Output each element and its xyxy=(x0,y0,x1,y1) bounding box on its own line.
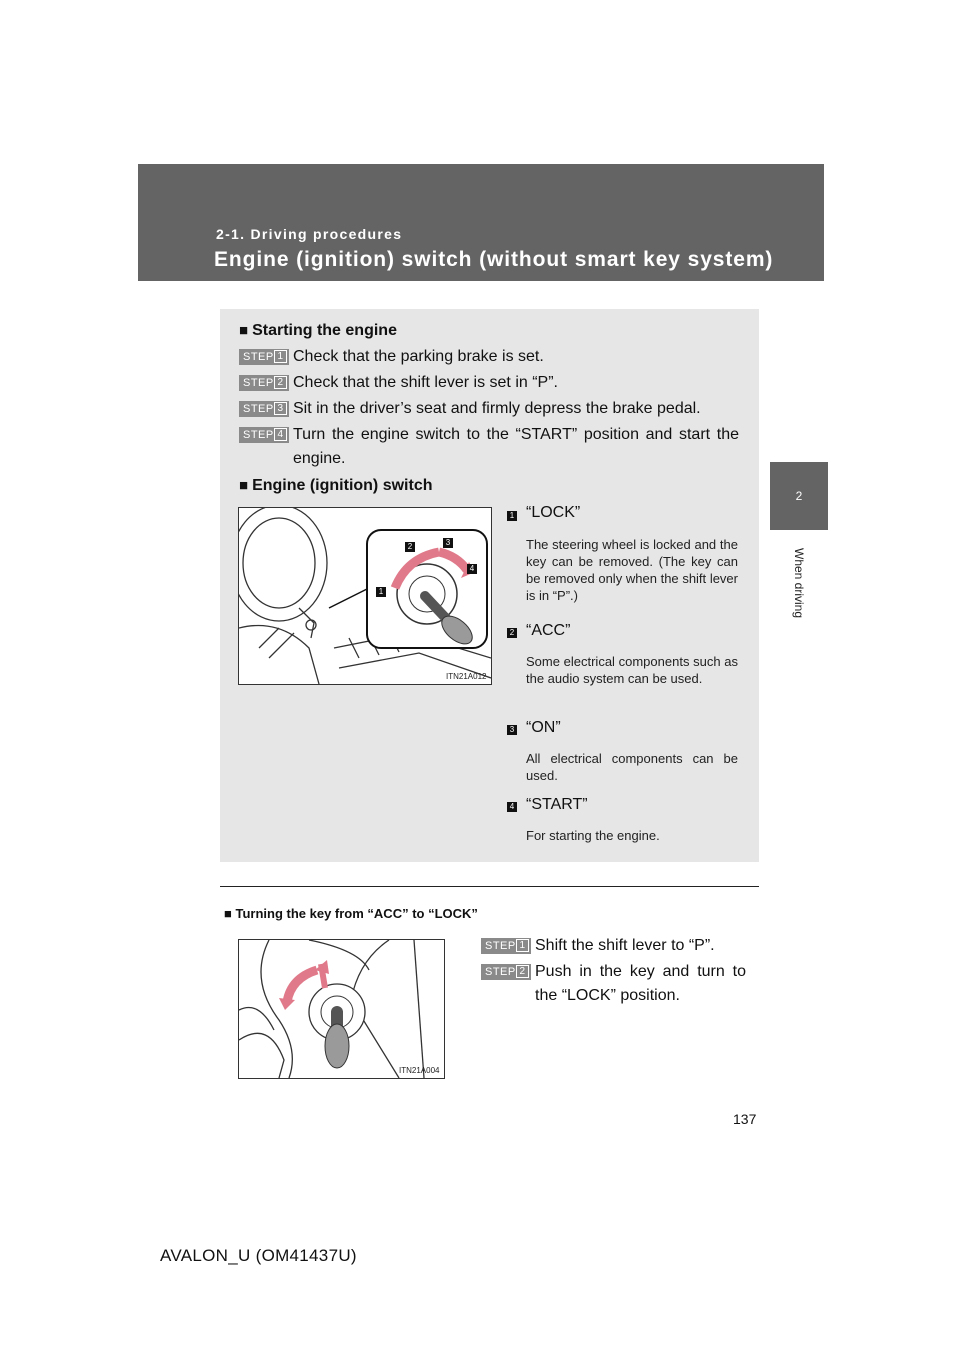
figure-marker: 1 xyxy=(376,587,386,597)
item-title: “ACC” xyxy=(526,622,571,639)
step-badge: STEP 3 xyxy=(239,401,289,417)
step-text: Push in the key and turn to the “LOCK” position. xyxy=(535,963,746,1004)
square-bullet-icon: ■ xyxy=(239,477,249,494)
item-description: Some electrical components such as the audio system can be used. xyxy=(526,654,738,686)
item-title: “START” xyxy=(526,796,588,813)
section-label: 2-1. Driving procedures xyxy=(216,226,403,242)
step-text: Shift the shift lever to “P”. xyxy=(535,937,715,954)
figure-marker: 4 xyxy=(467,564,477,574)
item-description: All electrical components can be used. xyxy=(526,751,738,783)
step-text: Turn the engine switch to the “START” position and start the engine. xyxy=(293,426,739,467)
step-item xyxy=(239,345,739,369)
page-title: Engine (ignition) switch (without smart key system) xyxy=(214,248,774,271)
figure-marker: 2 xyxy=(405,542,415,552)
item-number-marker: 1 xyxy=(507,511,517,521)
step-item xyxy=(481,960,746,1008)
ignition-switch-figure xyxy=(238,507,492,685)
ignition-switch-illustration xyxy=(239,508,491,684)
chapter-label xyxy=(768,548,828,638)
square-bullet-icon: ■ xyxy=(239,322,249,339)
square-bullet-icon: ■ xyxy=(224,906,232,921)
item-number-marker: 2 xyxy=(507,628,517,638)
step-badge: STEP 4 xyxy=(239,427,289,443)
step-item xyxy=(481,934,746,958)
turning-heading: ■ Turning the key from “ACC” to “LOCK” xyxy=(224,906,478,921)
step-badge: STEP 1 xyxy=(239,349,289,365)
section-divider xyxy=(220,886,759,887)
step-text: Check that the shift lever is set in “P”. xyxy=(293,374,558,391)
item-description: For starting the engine. xyxy=(526,828,660,843)
starting-heading: ■ Starting the engine xyxy=(239,322,397,339)
item-title: “LOCK” xyxy=(526,504,581,521)
step-text: Sit in the driver’s seat and firmly depress the brake pedal. xyxy=(293,400,701,417)
figure-code: ITN21A004 xyxy=(399,1066,440,1075)
step-badge: STEP 1 xyxy=(481,938,531,954)
chapter-number: 2 xyxy=(795,489,803,503)
item-number-marker: 3 xyxy=(507,725,517,735)
item-number-marker: 4 xyxy=(507,802,517,812)
step-item xyxy=(239,423,739,471)
page-number: 137 xyxy=(733,1111,757,1127)
step-badge: STEP 2 xyxy=(239,375,289,391)
switch-heading: ■ Engine (ignition) switch xyxy=(239,477,433,494)
step-text: Check that the parking brake is set. xyxy=(293,348,544,365)
figure-marker: 3 xyxy=(443,538,453,548)
figure-code: ITN21A012 xyxy=(446,672,487,681)
step-item xyxy=(239,397,739,421)
key-turn-illustration xyxy=(239,940,444,1078)
step-item xyxy=(239,371,739,395)
item-description: The steering wheel is locked and the key can be removed. (The key can be removed only when the shift lever is in “P”.) xyxy=(526,537,738,603)
item-title: “ON” xyxy=(526,719,561,736)
manual-code: AVALON_U (OM41437U) xyxy=(160,1246,357,1265)
chapter-label-text: When driving xyxy=(792,548,806,619)
step-badge: STEP 2 xyxy=(481,964,531,980)
chapter-tab[interactable] xyxy=(770,462,828,530)
key-turn-figure xyxy=(238,939,445,1079)
